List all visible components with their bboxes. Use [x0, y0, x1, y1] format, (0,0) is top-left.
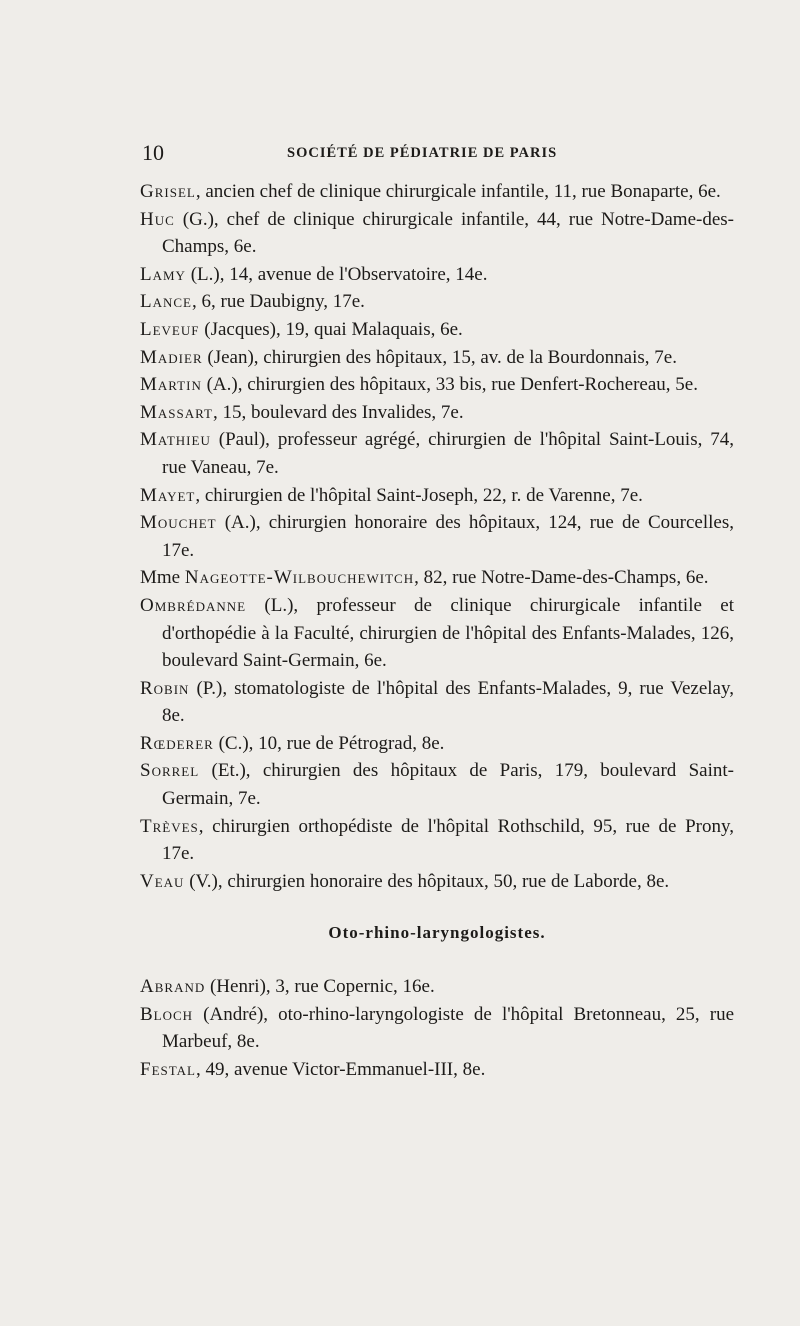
member-details: (L.), 14, avenue de l'Observatoire, 14e. [185, 263, 488, 285]
member-surname: Bloch [140, 1003, 194, 1025]
member-surname: Abrand [140, 976, 206, 998]
member-entry [140, 482, 734, 510]
member-prefix: Mme [140, 567, 185, 589]
member-list-section-2 [140, 973, 734, 1083]
member-list-section-1 [140, 178, 734, 895]
member-details: (L.), professeur de clinique chirurgicale infantile et d'orthopédie à la Faculté, chirurgien de l'hôpital des Enfants-Malades, 126, boulevard Saint-Germain, 6e. [162, 594, 734, 672]
member-details: , chirurgien orthopédiste de l'hôpital Rothschild, 95, rue de Prony, 17e. [162, 815, 734, 865]
member-entry [140, 564, 734, 592]
member-details: (André), oto-rhino-laryngologiste de l'hôpital Bretonneau, 25, rue Marbeuf, 8e. [162, 1003, 734, 1053]
member-surname: Grisel [140, 181, 196, 202]
member-surname: Robin [140, 677, 190, 699]
member-entry [140, 316, 734, 344]
member-entry [140, 592, 734, 675]
member-surname: Madier [140, 346, 203, 368]
member-surname: Rœderer [140, 732, 214, 754]
member-entry [140, 399, 734, 427]
member-details: (Jacques), 19, quai Malaquais, 6e. [199, 318, 463, 340]
member-surname: Sorrel [140, 760, 200, 782]
member-list [140, 178, 734, 1083]
member-entry [140, 261, 734, 289]
member-entry [140, 973, 734, 1001]
member-surname: Festal [140, 1058, 196, 1080]
member-entry [140, 344, 734, 372]
member-surname: Massart [140, 401, 213, 423]
member-surname: Mayet [140, 484, 196, 506]
member-surname: Mathieu [140, 429, 211, 451]
member-surname: Martin [140, 374, 202, 396]
member-details: (C.), 10, rue de Pétrograd, 8e. [213, 732, 445, 754]
member-details: (Henri), 3, rue Copernic, 16e. [205, 976, 435, 998]
member-surname: Lance [140, 291, 192, 313]
member-details: , 15, boulevard des Invalides, 7e. [212, 401, 464, 423]
member-details: , ancien chef de clinique chirurgicale infantile, 11, rue Bonaparte, 6e. [195, 181, 721, 202]
member-details: (Paul), professeur agrégé, chirurgien de l'hôpital Saint-Louis, 74, rue Vaneau, 7e. [162, 429, 734, 478]
member-entry [140, 730, 734, 758]
member-entry [140, 868, 734, 896]
member-surname: Ombrédanne [140, 594, 247, 616]
member-entry [140, 371, 734, 399]
member-entry [140, 813, 734, 868]
member-entry [140, 757, 734, 812]
member-entry [140, 1001, 734, 1056]
member-details: (A.), chirurgien des hôpitaux, 33 bis, rue Denfert-Rochereau, 5e. [201, 374, 698, 396]
member-entry [140, 288, 734, 316]
page-number: 10 [142, 140, 164, 165]
member-details: (Jean), chirurgien des hôpitaux, 15, av. de la Bourdonnais, 7e. [202, 346, 677, 368]
running-title: SOCIÉTÉ DE PÉDIATRIE DE PARIS [287, 145, 558, 161]
member-details: , chirurgien de l'hôpital Saint-Joseph, 22, r. de Varenne, 7e. [195, 484, 643, 506]
member-surname: Huc [140, 208, 175, 230]
section-heading: Oto-rhino-laryngologistes. [328, 923, 546, 943]
member-details: (P.), stomatologiste de l'hôpital des Enfants-Malades, 9, rue Vezelay, 8e. [162, 677, 734, 727]
member-details: (Et.), chirurgien des hôpitaux de Paris, 179, boulevard Saint-Germain, 7e. [162, 760, 734, 810]
member-surname: Trèves [140, 815, 199, 837]
member-surname: Lamy [140, 263, 186, 285]
member-details: , 82, rue Notre-Dame-des-Champs, 6e. [414, 567, 709, 589]
member-details: (G.), chef de clinique chirurgicale infantile, 44, rue Notre-Dame-des-Champs, 6e. [162, 208, 734, 258]
member-details: (V.), chirurgien honoraire des hôpitaux, 50, rue de Laborde, 8e. [184, 870, 670, 892]
member-details: (A.), chirurgien honoraire des hôpitaux, 124, rue de Courcelles, 17e. [162, 512, 734, 561]
page-header [142, 140, 742, 170]
member-entry [140, 509, 734, 564]
member-details: , 6, rue Daubigny, 17e. [192, 291, 365, 313]
member-entry [140, 426, 734, 481]
member-entry [140, 178, 734, 206]
member-details: , 49, avenue Victor-Emmanuel-III, 8e. [195, 1058, 486, 1080]
member-surname: Veau [140, 870, 185, 892]
member-surname: Nageotte-Wilbouchewitch [184, 567, 415, 589]
member-surname: Mouchet [140, 512, 217, 534]
member-entry [140, 675, 734, 730]
member-entry [140, 1056, 734, 1084]
member-surname: Leveuf [140, 318, 200, 340]
member-entry [140, 206, 734, 261]
